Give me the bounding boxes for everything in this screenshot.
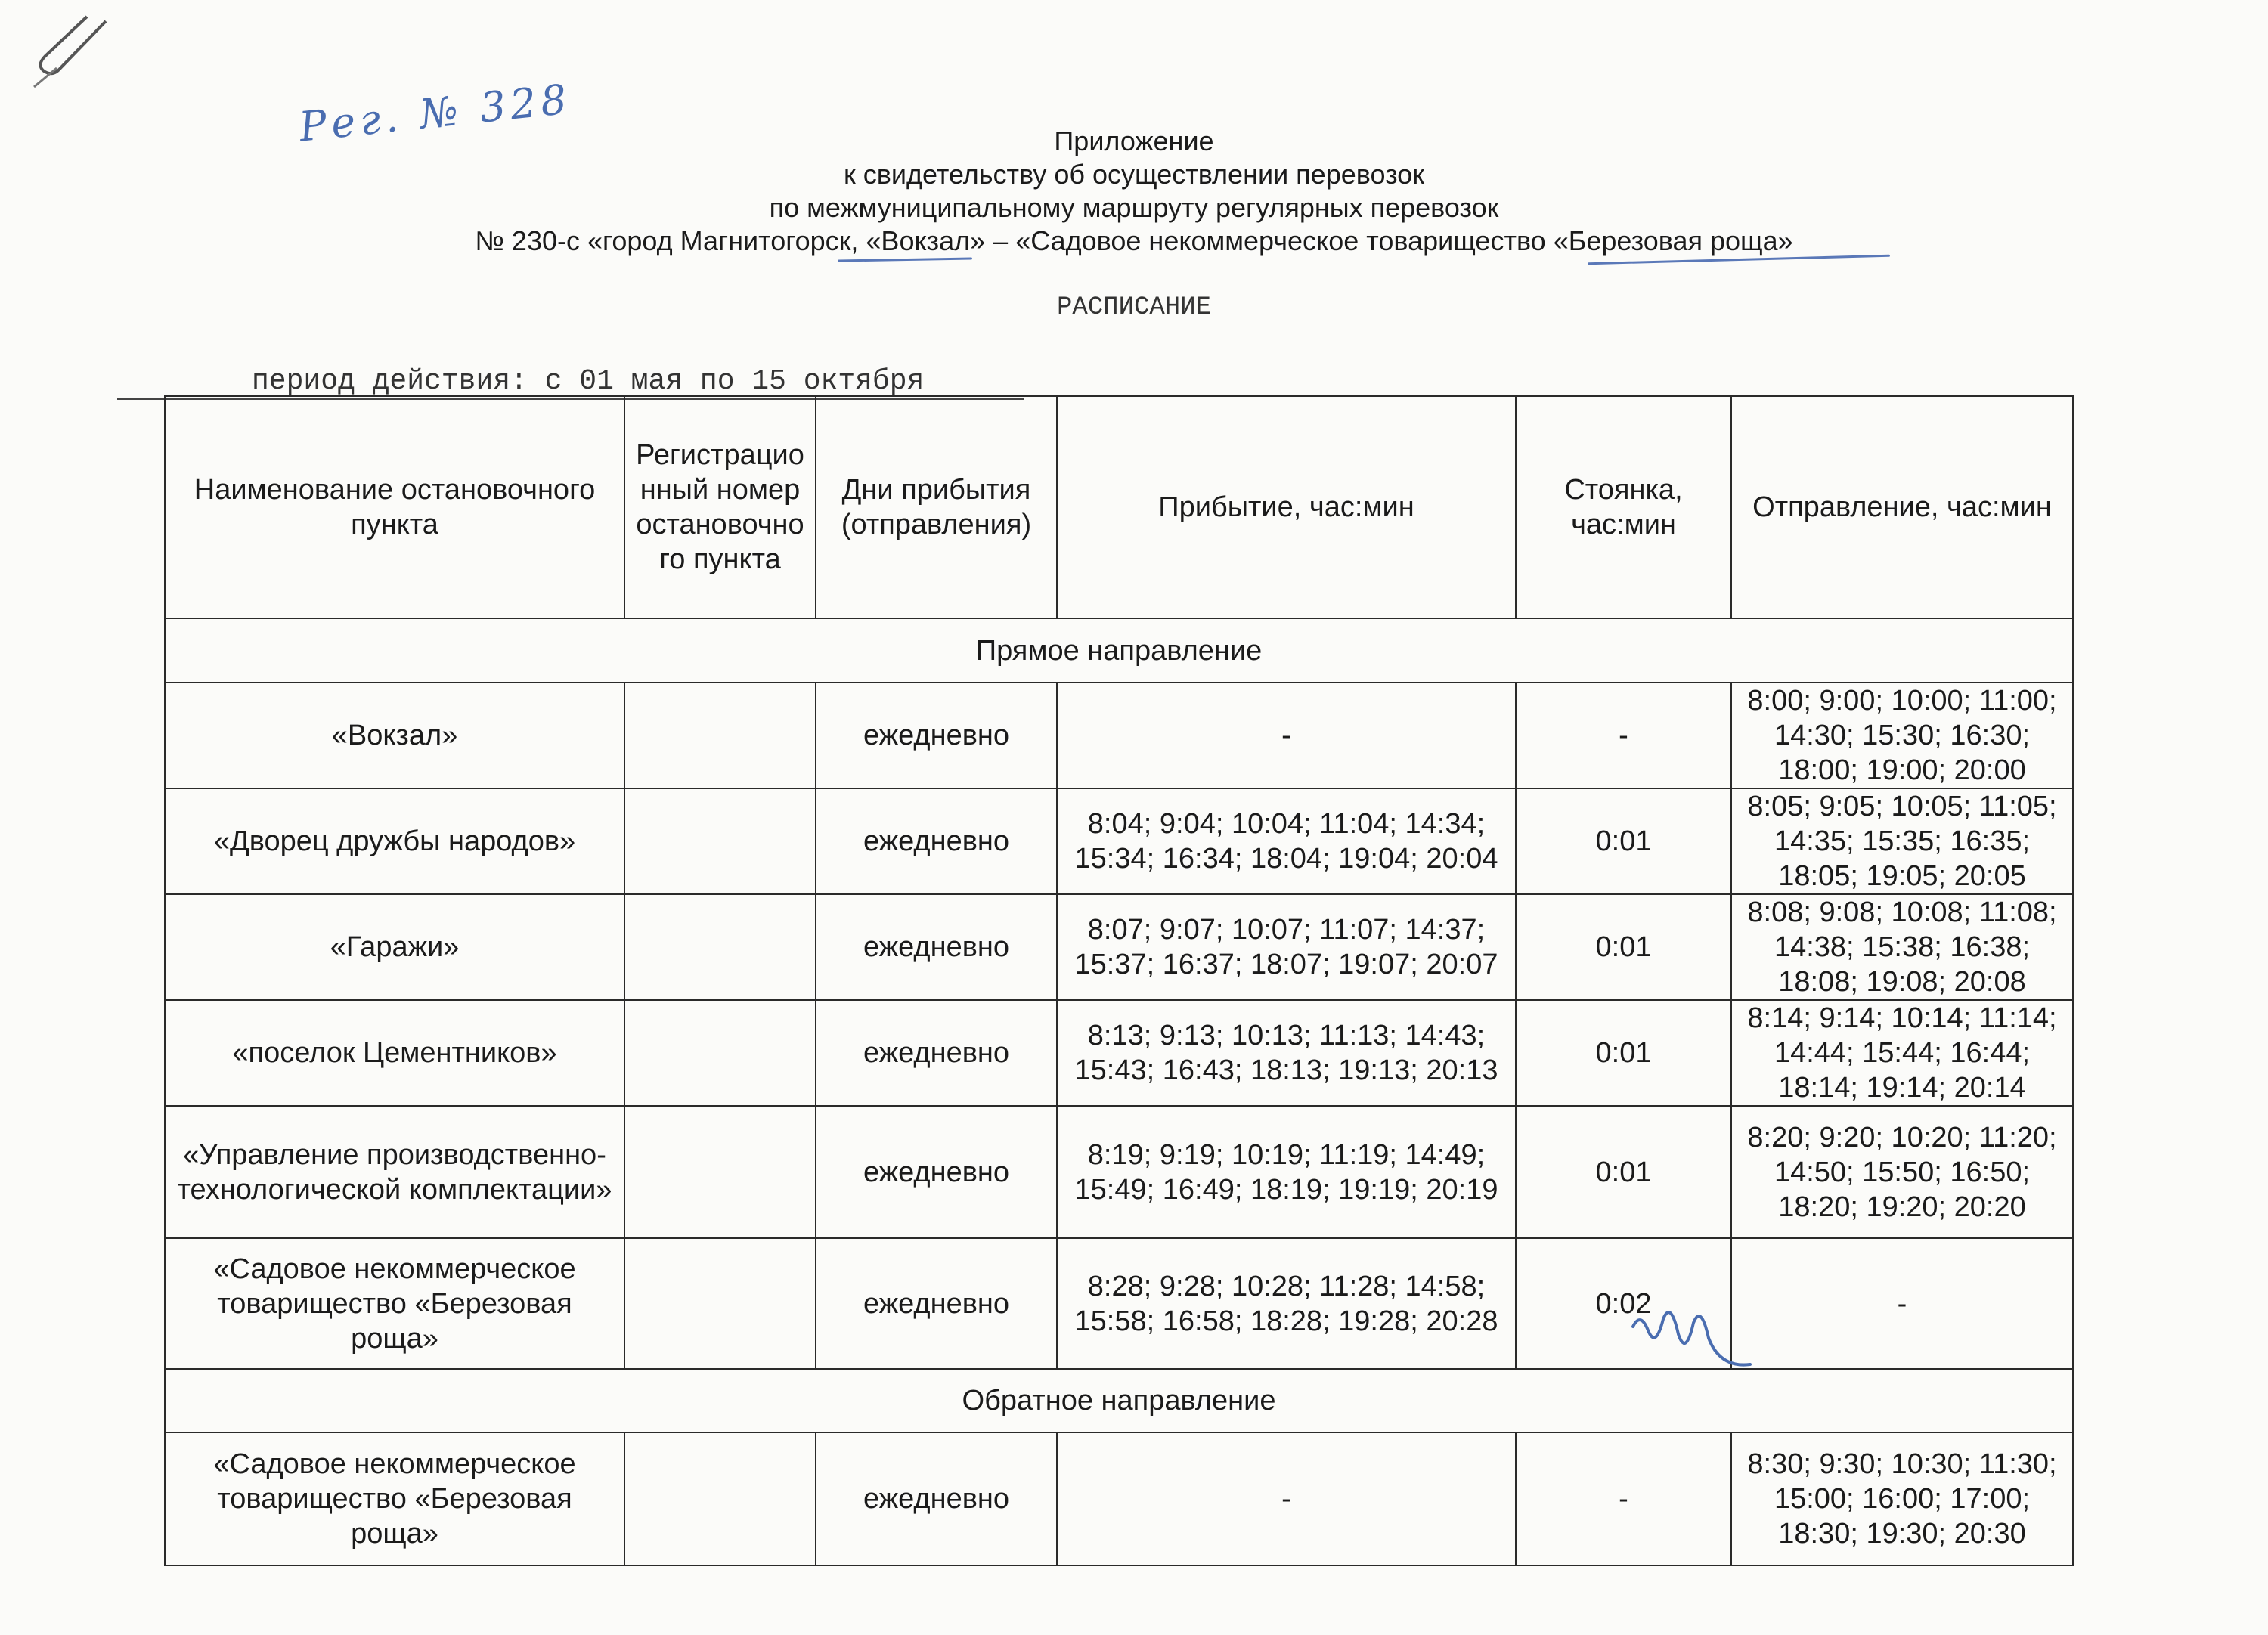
reg-number xyxy=(624,788,816,894)
stop-name: «Садовое некоммерческое товарищество «Березовая роща» xyxy=(165,1432,624,1565)
stop-time: - xyxy=(1516,1432,1731,1565)
paperclip-mark xyxy=(30,15,113,91)
header-stop-name: Наименование остановочного пункта xyxy=(165,396,624,618)
validity-period: период действия: с 01 мая по 15 октября xyxy=(252,365,925,398)
table-row xyxy=(165,894,2073,1000)
document-header xyxy=(0,125,2268,258)
reg-number xyxy=(624,1432,816,1565)
section-forward: Прямое направление xyxy=(165,618,2073,683)
table-row xyxy=(165,683,2073,788)
table-row xyxy=(165,1238,2073,1369)
stop-name: «Вокзал» xyxy=(165,683,624,788)
reg-number xyxy=(624,1238,816,1369)
table-row xyxy=(165,1432,2073,1565)
header-days: Дни прибытия (отправления) xyxy=(816,396,1057,618)
handwritten-signature xyxy=(1625,1296,1761,1380)
header-departure: Отправление, час:мин xyxy=(1731,396,2073,618)
document-title: РАСПИСАНИЕ xyxy=(1056,293,1212,322)
reg-number xyxy=(624,894,816,1000)
arrival: 8:19; 9:19; 10:19; 11:19; 14:49; 15:49; 16:49; 18:19; 19:19; 20:19 xyxy=(1057,1106,1516,1238)
stop-name: «Садовое некоммерческое товарищество «Березовая роща» xyxy=(165,1238,624,1369)
table-row xyxy=(165,1000,2073,1106)
reg-number xyxy=(624,1106,816,1238)
departure: 8:14; 9:14; 10:14; 11:14; 14:44; 15:44; 16:44; 18:14; 19:14; 20:14 xyxy=(1731,1000,2073,1106)
table-row xyxy=(165,788,2073,894)
stop-time: 0:01 xyxy=(1516,894,1731,1000)
pen-underline-1 xyxy=(838,257,972,262)
header-line-2: к свидетельству об осуществлении перевозок xyxy=(844,159,1424,190)
departure: - xyxy=(1731,1238,2073,1369)
header-line-3: по межмуниципальному маршруту регулярных перевозок xyxy=(769,192,1499,223)
reg-number xyxy=(624,683,816,788)
arrival: 8:13; 9:13; 10:13; 11:13; 14:43; 15:43; 16:43; 18:13; 19:13; 20:13 xyxy=(1057,1000,1516,1106)
header-arrival: Прибытие, час:мин xyxy=(1057,396,1516,618)
departure: 8:20; 9:20; 10:20; 11:20; 14:50; 15:50; 16:50; 18:20; 19:20; 20:20 xyxy=(1731,1106,2073,1238)
stop-time: 0:01 xyxy=(1516,1106,1731,1238)
stop-name: «Управление производственно-технологической комплектации» xyxy=(165,1106,624,1238)
stop-time: 0:01 xyxy=(1516,1000,1731,1106)
schedule-table xyxy=(164,395,2074,1566)
section-backward: Обратное направление xyxy=(165,1369,2073,1432)
departure: 8:05; 9:05; 10:05; 11:05; 14:35; 15:35; 16:35; 18:05; 19:05; 20:05 xyxy=(1731,788,2073,894)
arrival: - xyxy=(1057,1432,1516,1565)
departure: 8:30; 9:30; 10:30; 11:30; 15:00; 16:00; 17:00; 18:30; 19:30; 20:30 xyxy=(1731,1432,2073,1565)
days: ежедневно xyxy=(816,1000,1057,1106)
stop-name: «поселок Цементников» xyxy=(165,1000,624,1106)
departure: 8:08; 9:08; 10:08; 11:08; 14:38; 15:38; 16:38; 18:08; 19:08; 20:08 xyxy=(1731,894,2073,1000)
days: ежедневно xyxy=(816,894,1057,1000)
table-header-row xyxy=(165,396,2073,618)
stop-name: «Гаражи» xyxy=(165,894,624,1000)
header-line-1: Приложение xyxy=(1054,125,1214,156)
arrival: 8:04; 9:04; 10:04; 11:04; 14:34; 15:34; 16:34; 18:04; 19:04; 20:04 xyxy=(1057,788,1516,894)
reg-number xyxy=(624,1000,816,1106)
departure: 8:00; 9:00; 10:00; 11:00; 14:30; 15:30; 16:30; 18:00; 19:00; 20:00 xyxy=(1731,683,2073,788)
days: ежедневно xyxy=(816,1238,1057,1369)
header-stop-time: Стоянка, час:мин xyxy=(1516,396,1731,618)
stop-time: 0:02 xyxy=(1516,1238,1731,1369)
handwritten-registration-note: Рег. № 328 xyxy=(296,75,574,151)
days: ежедневно xyxy=(816,1106,1057,1238)
arrival: - xyxy=(1057,683,1516,788)
days: ежедневно xyxy=(816,1432,1057,1565)
table-row xyxy=(165,1106,2073,1238)
days: ежедневно xyxy=(816,683,1057,788)
section-row xyxy=(165,1369,2073,1432)
stop-time: 0:01 xyxy=(1516,788,1731,894)
stop-name: «Дворец дружбы народов» xyxy=(165,788,624,894)
header-reg-number: Регистрационный номер остановочного пункта xyxy=(624,396,816,618)
header-line-4: № 230-с «город Магнитогорск, «Вокзал» – «Садовое некоммерческое товарищество «Березовая роща» xyxy=(475,225,1793,256)
arrival: 8:07; 9:07; 10:07; 11:07; 14:37; 15:37; 16:37; 18:07; 19:07; 20:07 xyxy=(1057,894,1516,1000)
arrival: 8:28; 9:28; 10:28; 11:28; 14:58; 15:58; 16:58; 18:28; 19:28; 20:28 xyxy=(1057,1238,1516,1369)
days: ежедневно xyxy=(816,788,1057,894)
stop-time: - xyxy=(1516,683,1731,788)
section-row xyxy=(165,618,2073,683)
